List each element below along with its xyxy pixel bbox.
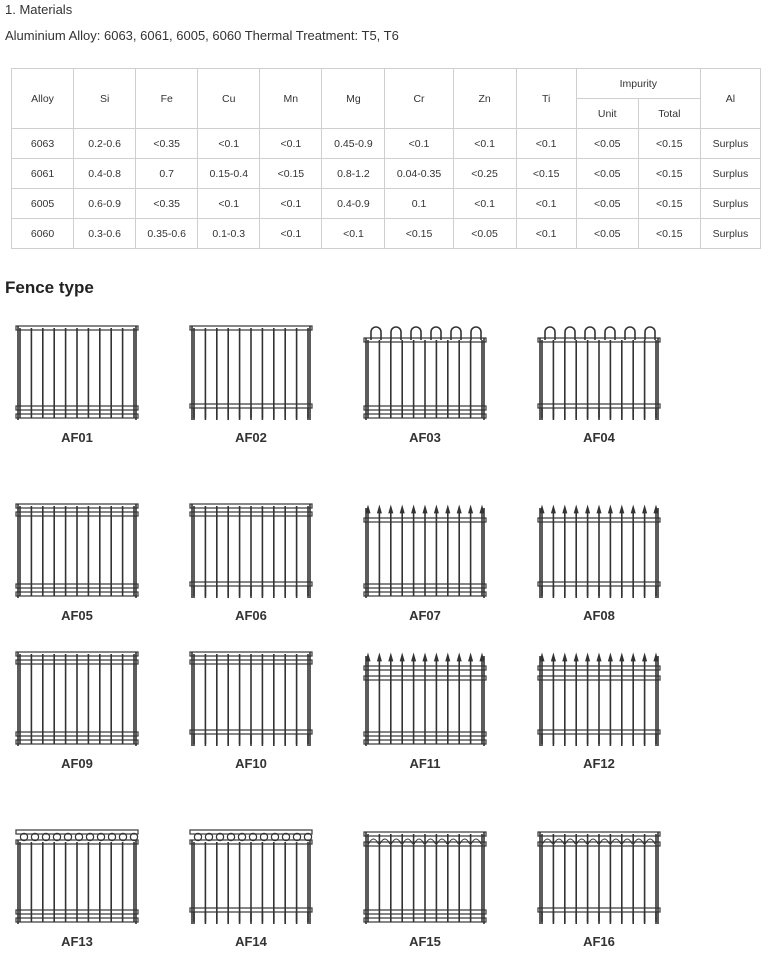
materials-table — [11, 68, 761, 249]
fence-drawing — [360, 322, 490, 424]
table-row — [12, 129, 761, 159]
fence-item-af09 — [12, 648, 142, 771]
subheader-cell: Total — [638, 99, 700, 129]
fence-item-af05 — [12, 500, 142, 623]
fence-code-label: AF12 — [583, 756, 615, 771]
fence-item-af06 — [186, 500, 316, 623]
fence-drawing — [186, 826, 316, 928]
table-cell: <0.1 — [385, 129, 453, 159]
table-cell: <0.15 — [385, 219, 453, 249]
table-cell: Surplus — [700, 189, 760, 219]
fence-drawing — [12, 500, 142, 602]
header-cell: Mn — [260, 69, 322, 129]
table-cell: <0.35 — [136, 129, 198, 159]
table-cell: <0.1 — [260, 129, 322, 159]
fence-code-label: AF03 — [409, 430, 441, 445]
header-cell: Cu — [198, 69, 260, 129]
fence-item-af01 — [12, 322, 142, 445]
table-cell: Surplus — [700, 219, 760, 249]
table-cell: 6005 — [12, 189, 74, 219]
fence-code-label: AF01 — [61, 430, 93, 445]
fence-drawing — [360, 648, 490, 750]
table-cell: <0.05 — [576, 159, 638, 189]
materials-subline: Aluminium Alloy: 6063, 6061, 6005, 6060 Thermal Treatment: T5, T6 — [5, 28, 399, 43]
header-cell: Si — [74, 69, 136, 129]
table-cell: <0.1 — [516, 189, 576, 219]
fence-code-label: AF02 — [235, 430, 267, 445]
table-cell: <0.1 — [198, 189, 260, 219]
table-cell: <0.1 — [322, 219, 385, 249]
table-cell: <0.1 — [516, 219, 576, 249]
fence-item-af08 — [534, 500, 664, 623]
fence-drawing — [534, 500, 664, 602]
fence-drawing — [186, 500, 316, 602]
fence-drawing — [12, 648, 142, 750]
table-cell: <0.05 — [576, 189, 638, 219]
table-cell: <0.1 — [453, 129, 516, 159]
fence-drawing — [360, 826, 490, 928]
fence-code-label: AF05 — [61, 608, 93, 623]
fence-code-label: AF07 — [409, 608, 441, 623]
header-cell: Mg — [322, 69, 385, 129]
table-cell: Surplus — [700, 129, 760, 159]
fence-item-af14 — [186, 826, 316, 949]
fence-drawing — [186, 322, 316, 424]
table-cell: 0.15-0.4 — [198, 159, 260, 189]
table-cell: 0.45-0.9 — [322, 129, 385, 159]
table-cell: <0.15 — [516, 159, 576, 189]
header-cell: Ti — [516, 69, 576, 129]
fence-item-af02 — [186, 322, 316, 445]
table-cell: <0.35 — [136, 189, 198, 219]
table-cell: <0.1 — [198, 129, 260, 159]
table-cell: 0.35-0.6 — [136, 219, 198, 249]
fence-drawing — [360, 500, 490, 602]
section-heading: 1. Materials — [5, 2, 73, 17]
table-cell: 6063 — [12, 129, 74, 159]
table-cell: Surplus — [700, 159, 760, 189]
fence-drawing — [186, 648, 316, 750]
fence-item-af16 — [534, 826, 664, 949]
table-cell: 6060 — [12, 219, 74, 249]
table-header-row — [12, 69, 761, 99]
table-cell: <0.1 — [260, 219, 322, 249]
fence-item-af15 — [360, 826, 490, 949]
table-cell: <0.15 — [638, 189, 700, 219]
table-cell: 0.6-0.9 — [74, 189, 136, 219]
fence-drawing — [12, 826, 142, 928]
fence-type-title: Fence type — [5, 278, 94, 297]
table-cell: <0.15 — [638, 129, 700, 159]
fence-item-af04 — [534, 322, 664, 445]
fence-item-af03 — [360, 322, 490, 445]
table-cell: 0.4-0.8 — [74, 159, 136, 189]
table-cell: 0.8-1.2 — [322, 159, 385, 189]
table-row — [12, 159, 761, 189]
subheader-cell: Unit — [576, 99, 638, 129]
table-cell: 0.1-0.3 — [198, 219, 260, 249]
fence-code-label: AF06 — [235, 608, 267, 623]
header-cell: Zn — [453, 69, 516, 129]
fence-item-af07 — [360, 500, 490, 623]
fence-code-label: AF10 — [235, 756, 267, 771]
fence-drawing — [534, 648, 664, 750]
table-cell: <0.15 — [260, 159, 322, 189]
table-cell: <0.15 — [638, 219, 700, 249]
table-cell: <0.25 — [453, 159, 516, 189]
table-cell: 0.1 — [385, 189, 453, 219]
fence-item-af13 — [12, 826, 142, 949]
table-row — [12, 219, 761, 249]
table-cell: 0.3-0.6 — [74, 219, 136, 249]
fence-drawing — [534, 826, 664, 928]
header-cell: Cr — [385, 69, 453, 129]
table-cell: <0.1 — [516, 129, 576, 159]
fence-item-af10 — [186, 648, 316, 771]
table-cell: <0.05 — [576, 129, 638, 159]
fence-drawing — [534, 322, 664, 424]
header-cell: Fe — [136, 69, 198, 129]
fence-code-label: AF09 — [61, 756, 93, 771]
table-cell: 0.04-0.35 — [385, 159, 453, 189]
table-cell: <0.05 — [453, 219, 516, 249]
fence-code-label: AF15 — [409, 934, 441, 949]
table-cell: 0.2-0.6 — [74, 129, 136, 159]
fence-code-label: AF04 — [583, 430, 615, 445]
table-cell: 0.4-0.9 — [322, 189, 385, 219]
fence-code-label: AF14 — [235, 934, 267, 949]
fence-item-af11 — [360, 648, 490, 771]
table-cell: 6061 — [12, 159, 74, 189]
header-cell-impurity: Impurity — [576, 69, 700, 99]
fence-code-label: AF11 — [409, 756, 441, 771]
table-cell: 0.7 — [136, 159, 198, 189]
table-cell: <0.15 — [638, 159, 700, 189]
fence-code-label: AF16 — [583, 934, 615, 949]
fence-code-label: AF13 — [61, 934, 93, 949]
fence-code-label: AF08 — [583, 608, 615, 623]
table-cell: <0.05 — [576, 219, 638, 249]
table-cell: <0.1 — [453, 189, 516, 219]
fence-item-af12 — [534, 648, 664, 771]
table-cell: <0.1 — [260, 189, 322, 219]
table-row — [12, 189, 761, 219]
header-cell: Alloy — [12, 69, 74, 129]
header-cell: Al — [700, 69, 760, 129]
fence-drawing — [12, 322, 142, 424]
